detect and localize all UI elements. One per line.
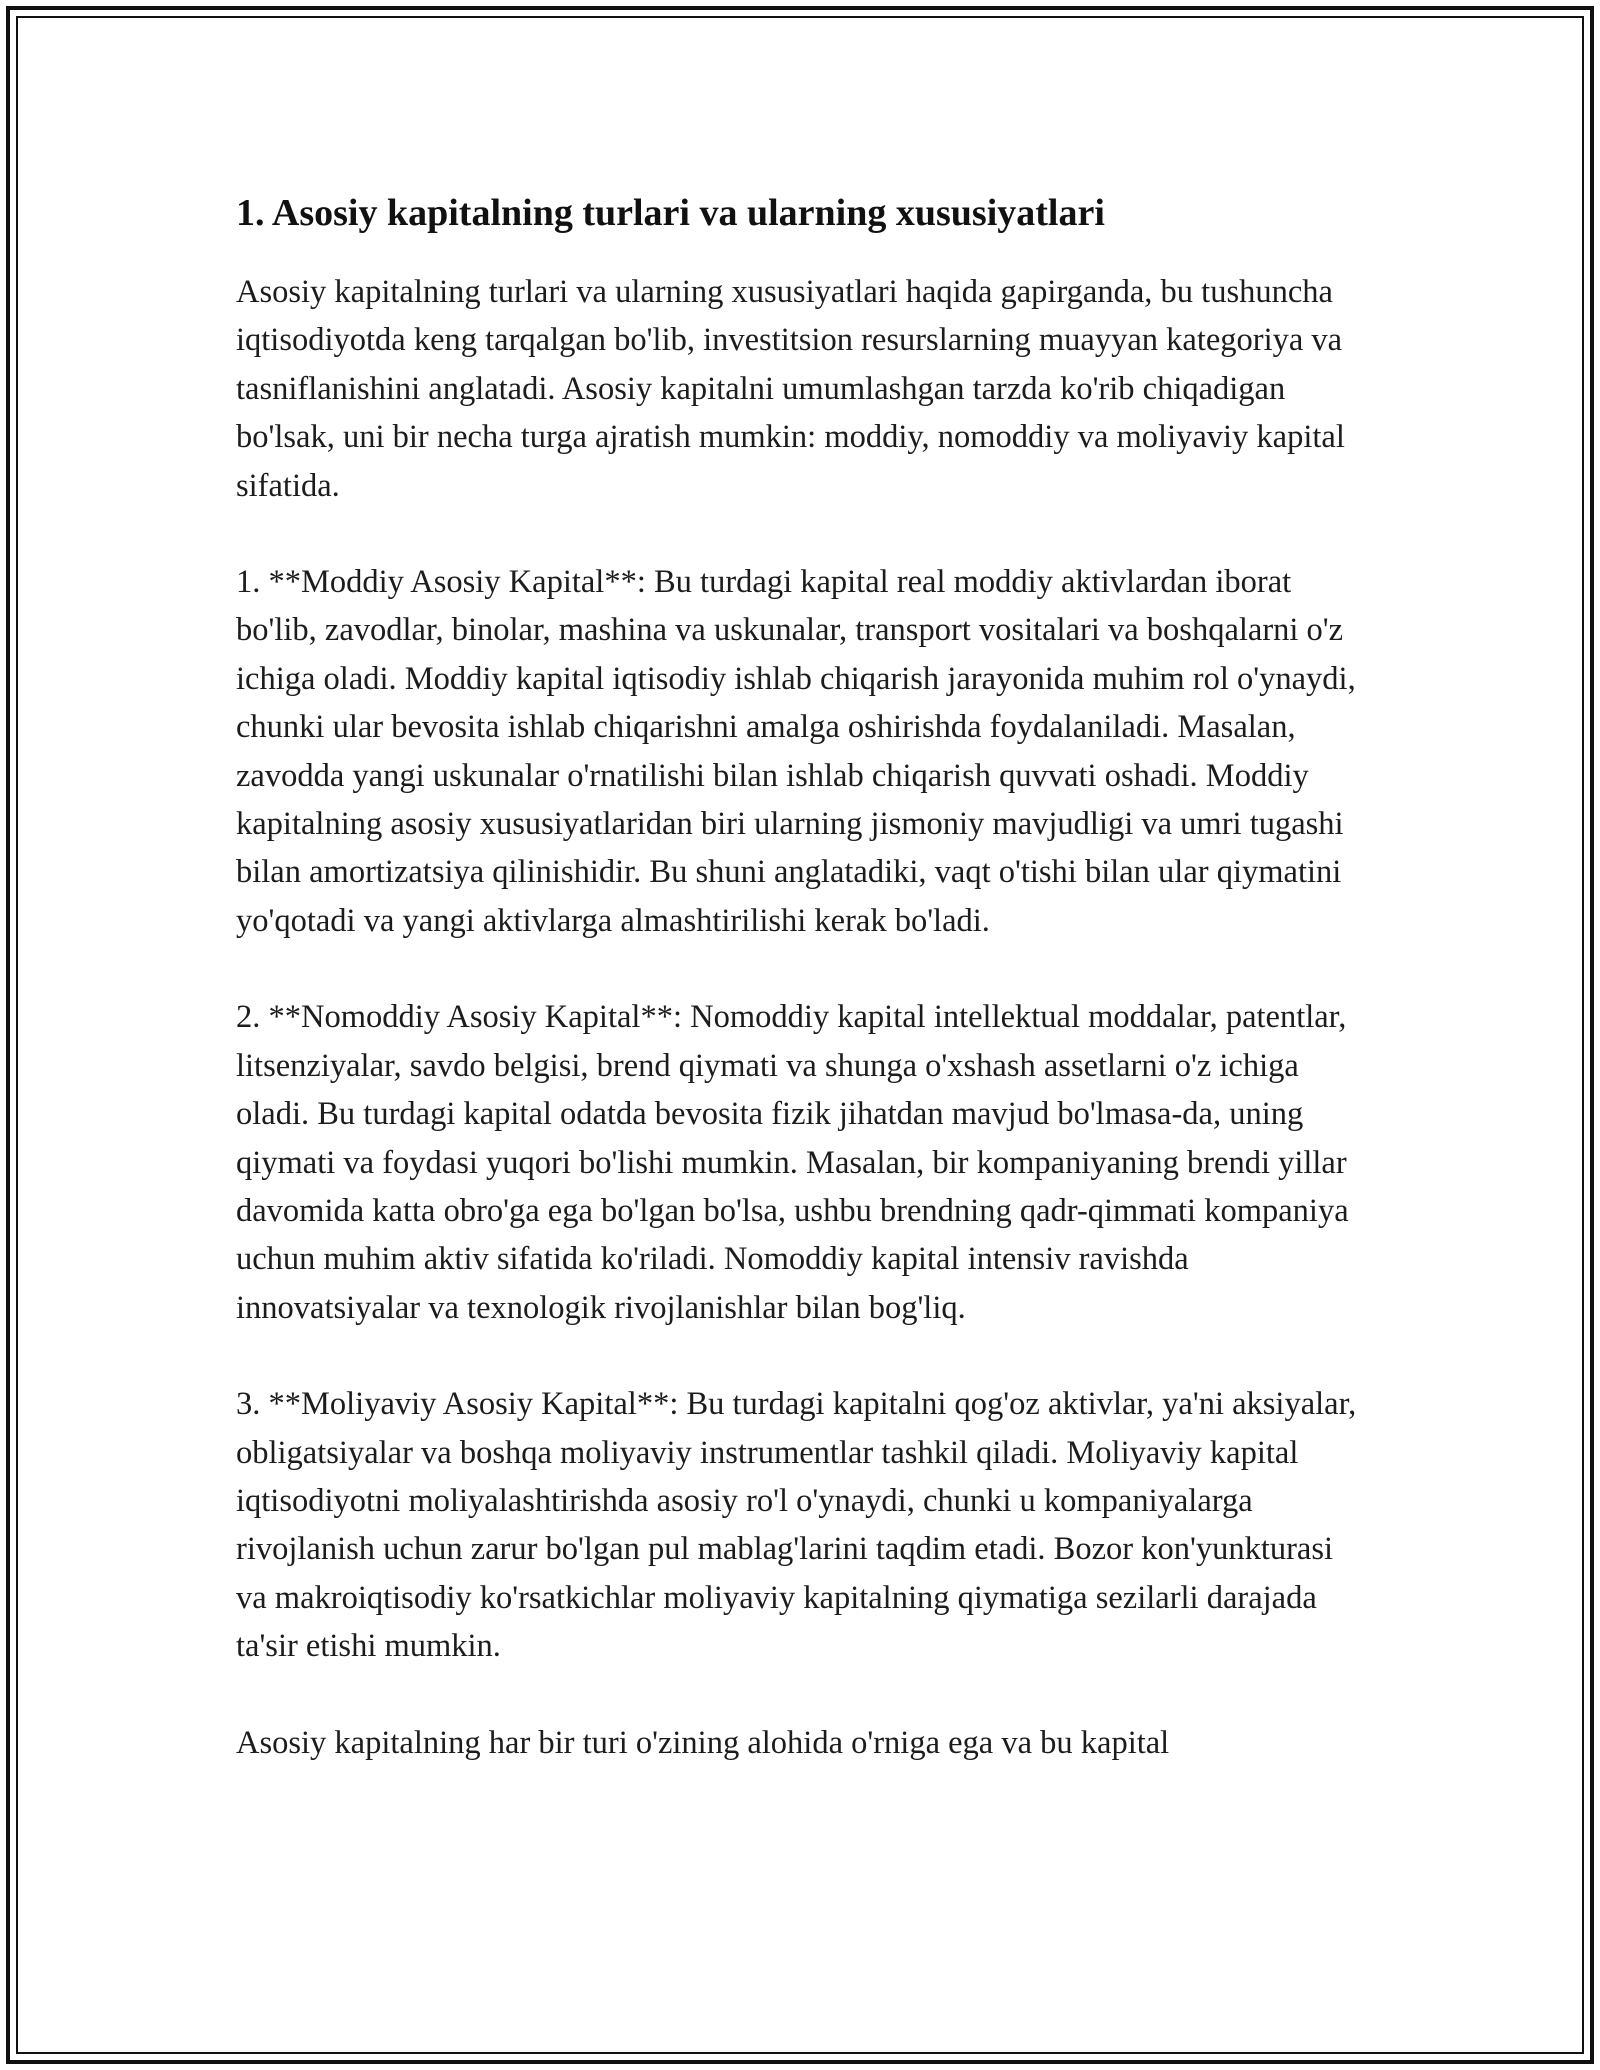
- paragraph-conclusion: Asosiy kapitalning har bir turi o'zining alohida o'rniga ega va bu kapital: [236, 1724, 1170, 1761]
- section-heading: 1. Asosiy kapitalning turlari va ularning xususiyatlari: [236, 192, 1105, 234]
- paragraph-intangible-capital: 2. **Nomoddiy Asosiy Kapital**: Nomoddiy kapital intellektual moddalar, patentlar, litsenziyalar, savdo belgisi, brend qiymati va shunga o'xshash assetlarni o'z ichiga oladi. Bu turdagi kapital odatda bevosita fizik jihatdan mavjud bo'lmasa-da, uning qiymati va foydasi yuqori bo'lishi mumkin. Masalan, bir kompaniyaning brendi yillar davomida katta obro'ga ega bo'lgan bo'lsa, ushbu brendning qadr-qimmati kompaniya uchun muhim aktiv sifatida ko'riladi. Nomoddiy kapital intensiv ravishda innovatsiyalar va texnologik rivojlanishlar bilan bog'liq.: [236, 999, 1349, 1326]
- document-body: [236, 186, 1366, 1815]
- paragraph-intro: Asosiy kapitalning turlari va ularning xususiyatlari haqida gapirganda, bu tushuncha iqtisodiyotda keng tarqalgan bo'lib, investitsion resurslarning muayyan kategoriya va tasniflanishini anglatadi. Asosiy kapitalni umumlashgan tarzda ko'rib chiqadigan bo'lsak, uni bir necha turga ajratish mumkin: moddiy, nomoddiy va moliyaviy kapital sifatida.: [236, 274, 1345, 504]
- paragraph-financial-capital: 3. **Moliyaviy Asosiy Kapital**: Bu turdagi kapitalni qog'oz aktivlar, ya'ni aksiyalar, obligatsiyalar va boshqa moliyaviy instrumentlar tashkil qiladi. Moliyaviy kapital iqtisodiyotni moliyalashtirishda asosiy ro'l o'ynaydi, chunki u kompaniyalarga rivojlanish uchun zarur bo'lgan pul mablag'larini taqdim etadi. Bozor kon'yunkturasi va makroiqtisodiy ko'rsatkichlar moliyaviy kapitalning qiymatiga sezilarli darajada ta'sir etishi mumkin.: [236, 1386, 1357, 1665]
- paragraph-material-capital: 1. **Moddiy Asosiy Kapital**: Bu turdagi kapital real moddiy aktivlardan iborat bo'lib, zavodlar, binolar, mashina va uskunalar, transport vositalari va boshqalarni o'z ichiga oladi. Moddiy kapital iqtisodiy ishlab chiqarish jarayonida muhim rol o'ynaydi, chunki ular bevosita ishlab chiqarishni amalga oshirishda foydalaniladi. Masalan, zavodda yangi uskunalar o'rnatilishi bilan ishlab chiqarish quvvati oshadi. Moddiy kapitalning asosiy xususiyatlaridan biri ularning jismoniy mavjudligi va umri tugashi bilan amortizatsiya qilinishidir. Bu shuni anglatadiki, vaqt o'tishi bilan ular qiymatini yo'qotadi va yangi aktivlarga almashtirilishi kerak bo'ladi.: [236, 564, 1356, 939]
